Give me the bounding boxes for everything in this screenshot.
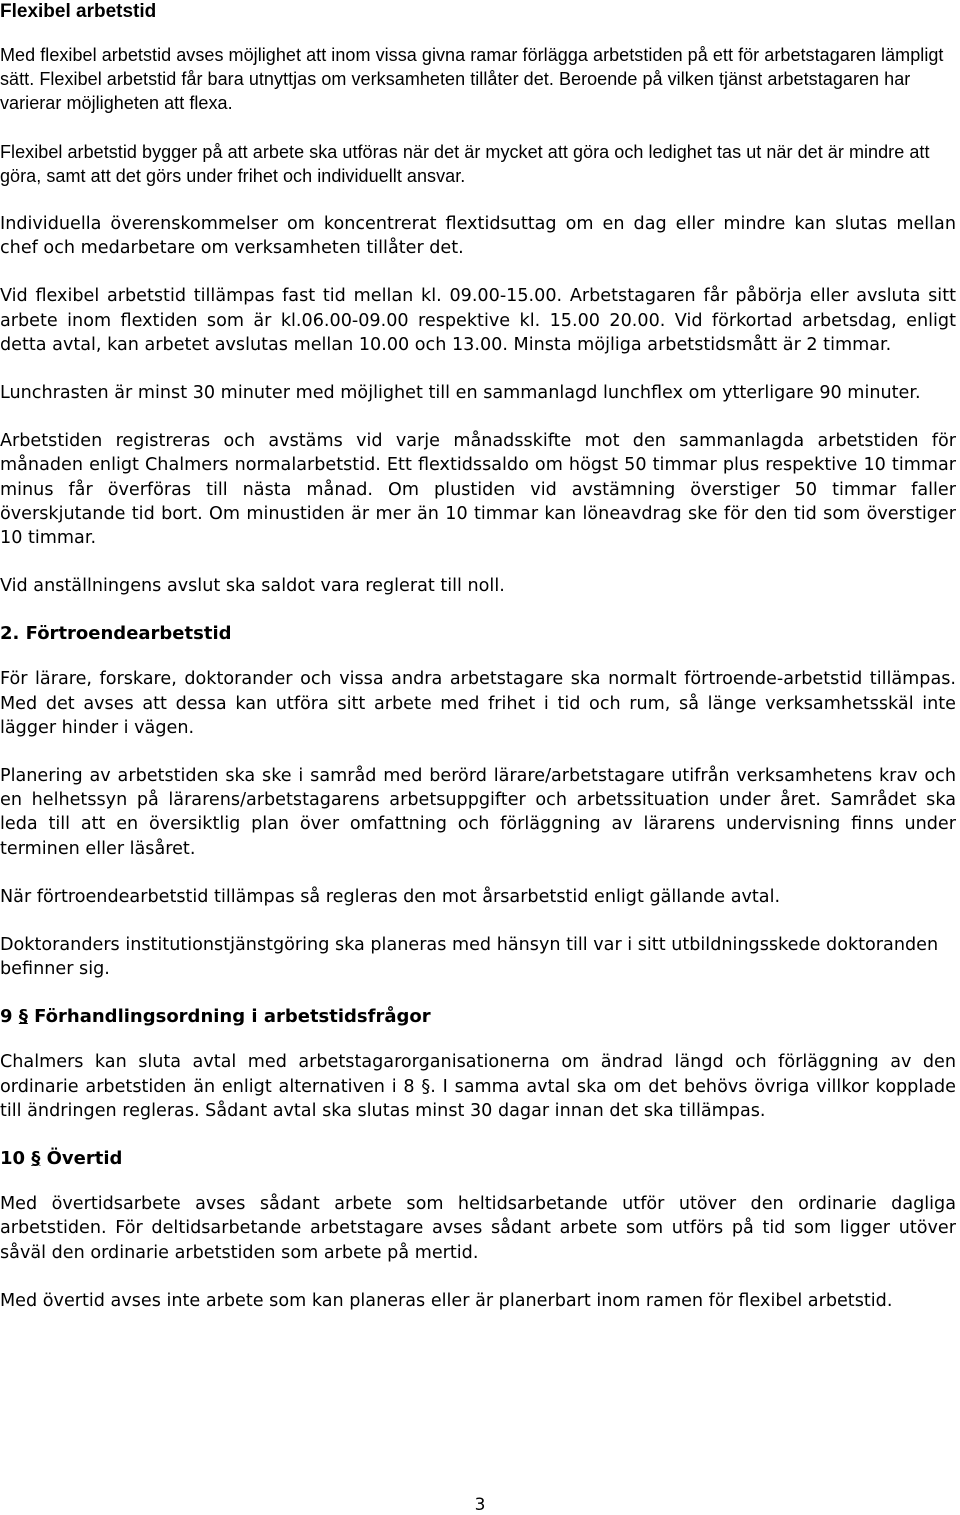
section-heading-negotiation — [0, 1005, 956, 1029]
paragraph-annual-time: När förtroendearbetstid tillämpas så regleras den mot årsarbetstid enligt gällande avtal. — [0, 886, 781, 907]
paragraph-individual-agreements: Individuella överenskommelser om koncentrerat flextidsuttag om en dag eller mindre kan slutas mellan chef och medarbetare om verksamheten tillåter det. — [0, 214, 956, 259]
paragraph-flex-definition: Med flexibel arbetstid avses möjlighet att inom vissa givna ramar förlägga arbetstiden på ett för arbetstagaren lämpligt sätt. Flexibel arbetstid får bara utnyttjas om verksamheten tillåter det. Beroende på vilken tjänst arbetstagaren har varierar möjligheten att flexa. — [0, 45, 944, 114]
paragraph-employment-end: Vid anställningens avslut ska saldot vara reglerat till noll. — [0, 576, 505, 597]
paragraph-fixed-time: Vid flexibel arbetstid tillämpas fast tid mellan kl. 09.00-15.00. Arbetstagaren får påbörja eller avsluta sitt arbete inom flextiden som är kl.06.00-09.00 respektive kl. 15.00 20.00. Vid förkortad arbetsdag, enligt detta avtal, kan arbetet avslutas mellan 10.00 och 13.00. Minsta möjliga arbetstidsmått är 2 timmar. — [0, 286, 956, 355]
section-title: Förhandlingsordning i arbetstidsfrågor — [34, 1006, 431, 1028]
section-number: 10 — [0, 1148, 26, 1170]
document-title: Flexibel arbetstid — [0, 1, 157, 22]
paragraph-trust-based-scope: För lärare, forskare, doktorander och vissa andra arbetstagare ska normalt förtroende-arbetstid tillämpas. Med det avses att dessa kan utföra sitt arbete med frihet i tid och rum, så länge verksamhetsskäl inte lägger hinder i vägen. — [0, 669, 956, 738]
paragraph-lunch: Lunchrasten är minst 30 minuter med möjlighet till en sammanlagd lunchflex om ytterligare 90 minuter. — [0, 383, 921, 404]
page-number: 3 — [474, 1495, 486, 1515]
paragraph-overtime-definition: Med övertidsarbete avses sådant arbete som heltidsarbetande utför utöver den ordinarie dagliga arbetstiden. För deltidsarbetande arbetstagare avses sådant arbete som utförs på tid som ligger utöver såväl den ordinarie arbetstiden som arbete på mertid. — [0, 1194, 956, 1263]
paragraph-registration: Arbetstiden registreras och avstäms vid varje månadsskifte mot den sammanlagda arbetstiden för månaden enligt Chalmers normalarbetstid. Ett flextidssaldo om högst 50 timmar plus respektive 10 timmar minus får överföras till nästa månad. Om plustiden vid avstämning överstiger 50 timmar faller överskjutande tid bort. Om minustiden är mer än 10 timmar kan löneavdrag ske för den tid som överstiger 10 timmar. — [0, 431, 956, 549]
paragraph-overtime-exclusion: Med övertid avses inte arbete som kan planeras eller är planerbart inom ramen för flexibel arbetstid. — [0, 1290, 893, 1311]
section-heading-trust-based-time: 2. Förtroendearbetstid — [0, 623, 232, 645]
section-sign: § — [18, 1006, 28, 1028]
paragraph-planning: Planering av arbetstiden ska ske i samråd med berörd lärare/arbetstagare utifrån verksamhetens krav och en helhetssyn på lärarens/arbetstagarens arbetsuppgifter och arbetssituation under året. Samrådet ska leda till att en översiktlig plan över omfattning och förläggning av lärarens undervisning finns under terminen eller läsåret. — [0, 766, 956, 859]
section-heading-overtime — [0, 1147, 956, 1171]
paragraph-flex-principle: Flexibel arbetstid bygger på att arbete ska utföras när det är mycket att göra och ledighet tas ut när det är mindre att göra, samt att det görs under frihet och individuellt ansvar. — [0, 141, 930, 186]
section-sign: § — [31, 1148, 41, 1170]
section-number: 9 — [0, 1006, 13, 1028]
paragraph-doctoral-duty: Doktoranders institutionstjänstgöring ska planeras med hänsyn till var i sitt utbildningsskede doktoranden befinner sig. — [0, 935, 939, 980]
paragraph-negotiation: Chalmers kan sluta avtal med arbetstagarorganisationerna om ändrad längd och förläggning av den ordinarie arbetstiden än enligt alternativen i 8 §. I samma avtal ska om det behövs övriga villkor kopplade till ändringen regleras. Sådant avtal ska slutas minst 30 dagar innan det ska tillämpas. — [0, 1052, 956, 1121]
section-title: Övertid — [46, 1148, 123, 1170]
